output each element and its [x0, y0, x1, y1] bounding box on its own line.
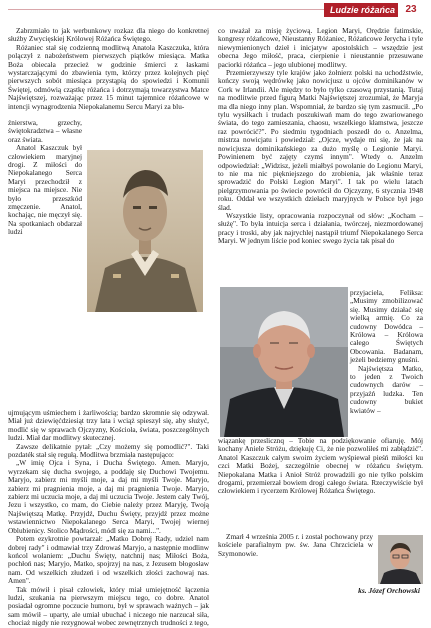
right-column-top — [218, 27, 423, 289]
paragraph: źnierstwa, grzechy, świętokradztwa – własne oraz świata. — [8, 118, 82, 144]
paragraph: Zawsze delikatnie pytał: „Czy możemy się pomodlić?". Taki pozdaték stał się regułą. Modlitwa brzmiała następująco: — [8, 441, 209, 460]
officer-photo — [87, 150, 203, 312]
paragraph: Różaniec stał się codzienną modlitwą Anatola Kaszczuka, która polączył z nabożeństwem pierwszych piątków miesiąca. Matka Boża obiecała przecież w godzinie śmierci z łaskami wystarczającymi do zbawienia tym, którzy przez kolejnych pięć pierwszych sobót miesiąca przystąpią do spowiedzi i Komunii Świętej, odmówią cząstkę różańca i dotrzymają towarzystwa Matce Najświętszej, rozważając przez 15 minut tajemnice różańcowe w intencji wynagrodzenia Niepokalanemu Sercu Maryi za blu- — [8, 42, 209, 111]
right-column-final — [218, 533, 373, 585]
paragraph: Potem ezykrotnie powtarzał: „Matko Dobrej Rady, udziel nam dobrej rady" i odmawiał trzy Zdrowaś Maryjo, a następnie modlinw końcol wołaniem: „Duchu Święty, natchnij nas; Miłości Boża, pochłoń nas; Maryjo, Matko, spojrzyj na nas, z Jezusem błogosław nam. Od wszelkich złudzeń i od wszelkich złości zachowaj nas. Amen". — [8, 534, 209, 586]
elderly-man-photo — [220, 287, 348, 437]
paragraph: Przemierzywszy tyle krajów jako żołnierz polski na uchodźstwie, kończy swoją wędrówkę jako nowicjusz u ojców dominikanów w Cork w Irlandii. Ale między to było tylko czasową przystanią. Tutaj na modlitwie przed figurą Matki Najświętszej zrozumiał, że Maryja ma dla niego inny plan. Wspomniał, że bardzo się tym zasmucił. „Po tylu wysiłkach i trudach poszukiwań mam do tego zwariowanego świata, do tego zamieszania, chaosu, wszelkiego kłamstwa, jeszcze raz powrócić?". Po siedmiu tygodniach poszedł do o. Anzelma, mistrza nowicjatu i powiedział: „Ojcze, wydaje mi się, że jak na nowicjusza dominikańskiego za dużo myślę o Legionie Maryi. Powinienem być zajęty czymś innym". Wtedy o. Anzelm odpowiedział: „Widzisz, jeżeli miałbyś powołanie do Legionu Maryi, to nie ma nic piękniejszego do zrobienia, jak właśnie teraz sprowadzić do Polski Legion Maryi". I tak po wielu latach pielgrzymowania po świecie powrócił do Ojczyzny, 6 stycznia 1948 roku. Oddał we wszystkich dziełach maryjnych w Polsce był jego ślad. — [218, 68, 423, 212]
paragraph: Anatol Kaszczuk był człowiekiem maryjnej drogi. Z miłości do Niepokalanego Serca Maryi przechodził z miejsca na miejsce. Nie było przeszkód zmęczenie. Anatol, kochając, nie męczył się. Na spotkaniach obdarzał ludzi — [8, 143, 82, 237]
paragraph: Najświętsza Matko, to jeden z Twoich cudownych darów – przyjaźń ludzka. Ten cudowny bukiet kwiatów – — [350, 363, 423, 415]
paragraph: co uważał za misję życiową. Legion Maryi, Orędzie fatimskie, kongresy różańcowe, Nieustanny Różaniec, Różańcowe Jerycha i tyle niewymienionych dzieł i inicjatyw apostolskich – wszędzie jest obecna Jego miłość, praca, cierpienie i nieustannie przesuwane paciorki różańca – jego ulubionej modlitwy. — [218, 26, 423, 69]
left-column-bottom — [8, 408, 209, 628]
right-column-narrow — [350, 289, 423, 437]
left-column-narrow — [8, 119, 82, 409]
small-portrait-photo — [378, 535, 423, 584]
paragraph: wiązankę przeslicznq – Tobie na podziękowanie ofiaruję. Mój kochany Aniele Stróżu, dziękuję Ci, że nie pozwoliłeś mi zabłądzić". Anatol Kaszczuk całym swoim życiem wyśpiewał pieśń miłości ku czci Matki Bożej, szczególnie obecnej w różańcu świętym. Niepokalana Matka i Anioł Stróż prowadzili go nie tylko polskim drogami, przemierzał bowiem drogi całego świata. Rzeczywiście był człowiekiem i rycerzem Królowej Różańca Świętego. — [218, 436, 423, 496]
paragraph: Zabrzmiało to jak werbunkowy rozkaz dla niego do konkretnej służby Zwycięskiej Królowej Różańca Świętego. — [8, 26, 209, 44]
paragraph: Zmarł 4 września 2005 r. i został pochowany przy kościele parafialnym pw. św. Jana Chrzciciela w Szymonowie. — [218, 532, 373, 558]
left-column-top — [8, 27, 209, 119]
right-column-bottom — [218, 437, 423, 533]
paragraph: Wszystkie listy, opracowania rozpoczynał od słów: „Kocham – służę". To była intuicja serca i działania, twórczej, niezmordowanej pracy i troski, aby jak najrychlej nastąpił triumf Niepokalanego Serca Maryi. W jednym liście pod koniec swego życia tak pisał do — [218, 210, 423, 246]
prayer-paragraph: „W imię Ojca i Syna, i Ducha Świętego. Amen. Maryjo, wyrzekam się ducha swojego, a poddaję się Duchowi Twojemu. Maryjo, zabierz mi myśli moje, a daj mi myśli Twoje. Maryjo, zabierz mi pragnienia moje, a daj mi pragnienia Twoje. Maryjo, zabierz mi uczucia moje, a daj mi uczucia Twoje. Jestem cały Twój, Jezu i wszystko, co mam, do Ciebie należy przez Maryję, Twoją Najświętszą Matkę. Przyjdź, Duchu Święty, przyjdź przez możne wstawiennictwo Niepokalanego Serca Maryi, Twojej wiernej Oblubienicy. Stolico Mądrości, módl się za nami...". — [8, 458, 209, 535]
section-title: Ludzie różańca — [324, 3, 398, 17]
page-number: 23 — [405, 4, 417, 15]
paragraph: ujmującym uśmiechem i żarliwością; bardzo skromnie się odzywał. Miał już dziewięćdziesiąt trzy lata i wciąż spieszył się, aby służyć, modlić się w sprawach Ojczyzny, Kościoła, świata, poszczególnych ludzi. Miał dar modlitwy skutecznej. — [8, 408, 209, 443]
author-signature: ks. Józef Orchowski — [358, 586, 420, 595]
paragraph: przyjaciela, Feliksa: „Musimy zmobilizować się. Musimy działać się wielką armię. Co za cudowny Dowódca – Królowa – Królowa całego Świętych Obcowania. Badanam, jeżeli bedziemy gnuśni. — [350, 288, 423, 365]
paragraph: Tak mówił i pisał człowiek, który miał umiejętność łączenia ludzi, szukania na pierwszym miejscu tego, co dobre. Anatol posiadał ogromne poczucie humoru, był w sprawach ważnych – jak sam mówił – uparty, ale umiał ubuchać i niczego nie narzucał siła, chociaż nigdy nie rezygnował wobec zewnętrznych trudności z tego, — [8, 584, 209, 628]
